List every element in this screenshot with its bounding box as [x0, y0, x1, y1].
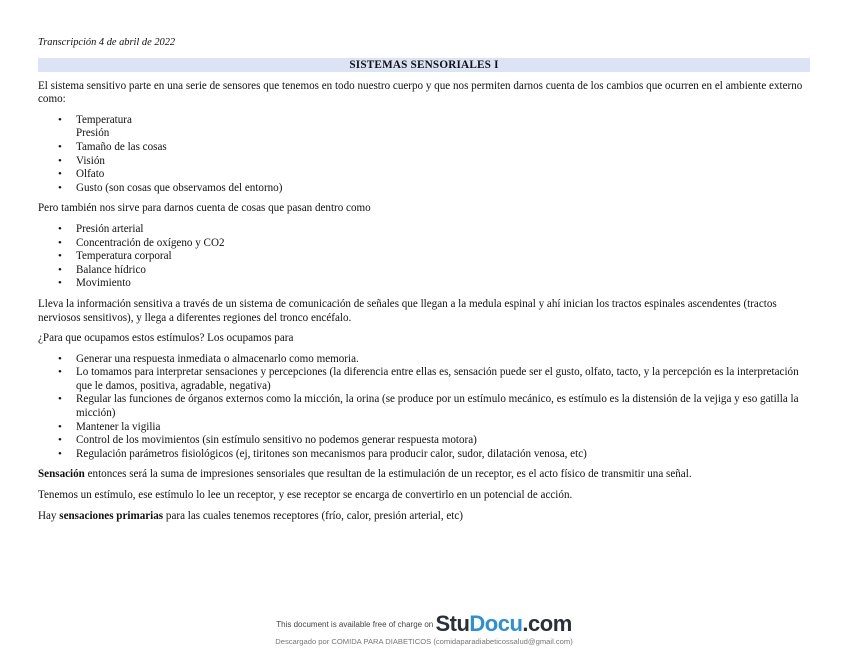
logo-text-com: .com — [522, 611, 572, 636]
list-item: • Visión — [76, 155, 810, 169]
transcription-date: Transcripción 4 de abril de 2022 — [38, 37, 176, 48]
intro-paragraph: El sistema sensitivo parte en una serie de sensores que tenemos en todo nuestro cuerpo y que nos permiten darnos cuenta de los cambios que ocurren en el ambiente externo como: — [38, 79, 803, 106]
list-item: Presión — [76, 127, 110, 140]
logo-text-stu: Stu — [435, 611, 470, 636]
download-attribution: Descargado por COMIDA PARA DIABETICOS (comidaparadiabeticossalud@gmail.com) — [275, 637, 573, 646]
studocu-logo[interactable] — [435, 611, 571, 636]
sensation-term: Sensación — [38, 468, 85, 481]
external-stimuli-list — [38, 114, 810, 196]
primary-sensations-paragraph — [38, 510, 810, 524]
document-page — [38, 36, 810, 530]
availability-note: This document is available free of charge on — [276, 620, 434, 629]
sensation-paragraph — [38, 468, 810, 482]
list-item: • Generar una respuesta inmediata o almacenarlo como memoria. — [76, 353, 810, 367]
list-item: • Concentración de oxígeno y CO2 — [76, 237, 810, 251]
logo-text-docu: Docu — [469, 611, 523, 636]
primary-sensations-text: para las cuales tenemos receptores (frío, calor, presión arterial, etc) — [163, 509, 463, 522]
list-item: • Mantener la vigilia — [76, 421, 810, 435]
list-item: • Temperatura corporal — [76, 250, 810, 264]
list-item: • Movimiento — [76, 277, 810, 291]
internal-intro-paragraph: Pero también nos sirve para darnos cuenta de cosas que pasan dentro como — [38, 202, 371, 215]
primary-sensations-term: sensaciones primarias — [59, 509, 164, 522]
question-paragraph: ¿Para que ocupamos estos estímulos? Los ocupamos para — [38, 332, 294, 345]
internal-stimuli-list — [38, 223, 810, 291]
primary-lead: Hay — [38, 509, 60, 522]
sensation-definition: entonces será la suma de impresiones sensoriales que resultan de la estimulación de un receptor, es el acto físico de transmitir una señal. — [84, 468, 692, 481]
list-item: • Balance hídrico — [76, 264, 810, 278]
stimulus-paragraph: Tenemos un estímulo, ese estímulo lo lee un receptor, y ese receptor se encarga de convertirlo en un potencial de acción. — [38, 489, 573, 502]
list-item: • Temperatura — [76, 114, 810, 128]
list-item: • Regular las funciones de órganos externos como la micción, la orina (se produce por un estímulo mecánico, es estímulo es la distensión de la vejiga y eso gatilla la micción) — [76, 393, 810, 420]
list-item: • Gusto (son cosas que observamos del entorno) — [76, 182, 810, 196]
studocu-footer — [0, 611, 848, 635]
list-item: • Regulación parámetros fisiológicos (ej, tiritones son mecanismos para producir calor, sudor, dilatación venosa, etc) — [76, 448, 810, 462]
list-item: • Tamaño de las cosas — [76, 141, 810, 155]
uses-list — [38, 353, 810, 462]
document-title: SISTEMAS SENSORIALES I — [38, 58, 810, 72]
list-item: • Olfato — [76, 168, 810, 182]
list-item: • Lo tomamos para interpretar sensaciones y percepciones (la diferencia entre ellas es, sensación puede ser el gusto, olfato, tacto, y la percepción es la interpretación que le damos, positiva, agradable, negativa) — [76, 366, 810, 393]
list-item: • Presión arterial — [76, 223, 810, 237]
list-item: • Control de los movimientos (sin estímulo sensitivo no podemos generar respuesta motora) — [76, 434, 810, 448]
transport-paragraph: Lleva la información sensitiva a través de un sistema de comunicación de señales que llegan a la medula espinal y ahí inician los tractos espinales ascendentes (tractos nerviosos sensitivos), y llega a diferentes regiones del tronco encéfalo. — [38, 297, 777, 324]
